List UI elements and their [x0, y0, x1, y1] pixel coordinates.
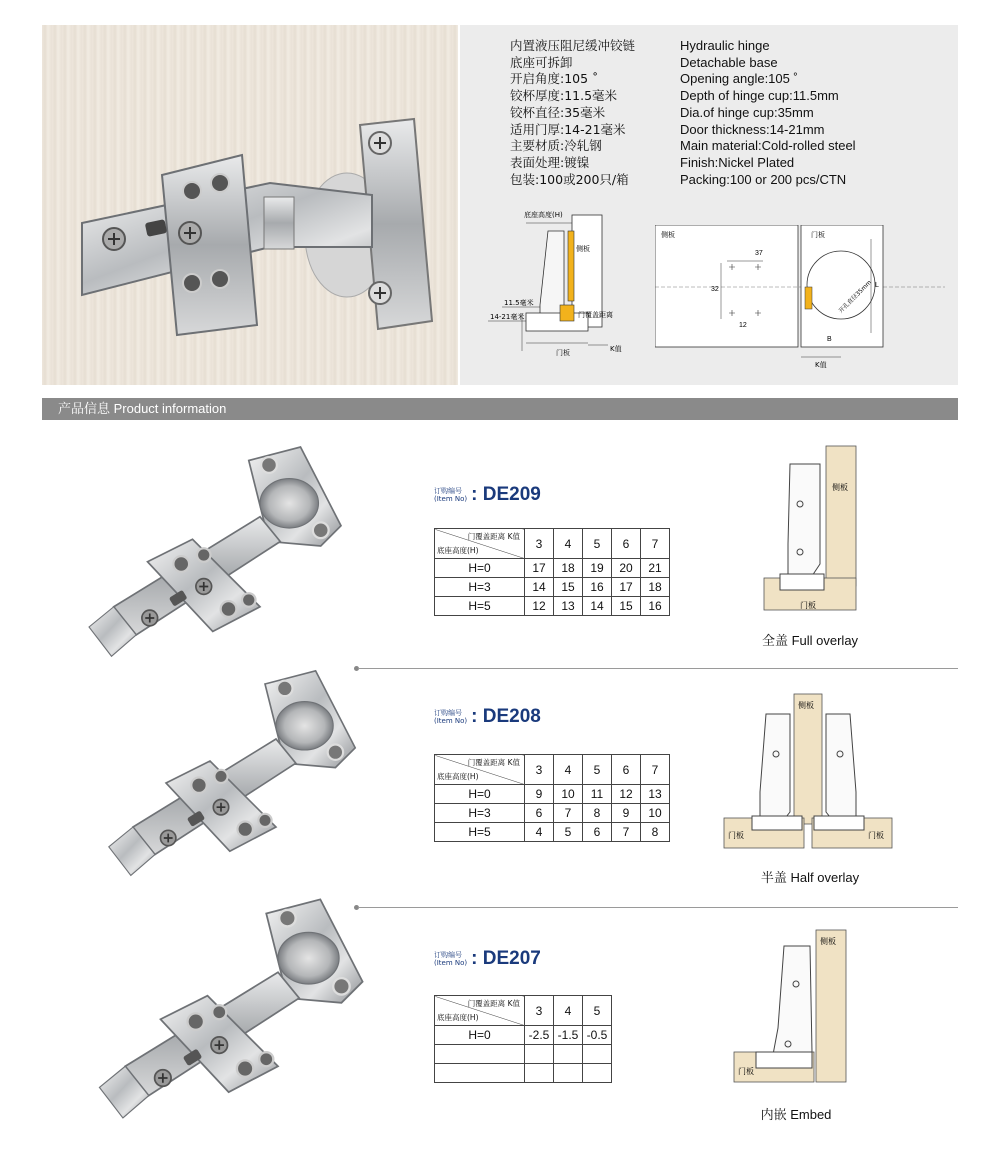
table-row-h	[435, 1064, 525, 1083]
label-door-panel: 门板	[556, 349, 570, 357]
hero-product-photo	[42, 25, 458, 385]
label-door-panel-2: 门板	[811, 231, 825, 239]
spec-cn: 开启角度:105 ˚	[510, 71, 599, 87]
spec-en: Hydraulic hinge	[680, 38, 770, 53]
header-base: 底座高度(H)	[437, 1013, 479, 1022]
table-row-h: H=5	[435, 597, 525, 616]
table-header-row	[435, 996, 612, 1026]
diagram-side-label: 侧板	[798, 701, 814, 710]
side-section-diagram	[476, 205, 646, 370]
table-row-h	[435, 1045, 525, 1064]
spec-en: Finish:Nickel Plated	[680, 154, 795, 170]
table-header-row	[435, 755, 670, 785]
header-base: 底座高度(H)	[437, 546, 479, 555]
dim-k-value: K值	[815, 361, 827, 369]
table-row-h: H=0	[435, 1026, 525, 1045]
table-row	[435, 1064, 612, 1083]
spec-en: Door thickness:14-21mm	[680, 121, 825, 137]
table-cell: 7	[612, 823, 641, 842]
spec-list	[510, 38, 950, 188]
spec-cn: 内置液压阻尼缓冲铰链	[510, 38, 636, 53]
table-cell	[583, 1045, 612, 1064]
table-cell: -2.5	[525, 1026, 554, 1045]
table-cell: 17	[612, 578, 641, 597]
spec-row	[510, 38, 950, 55]
spec-row	[510, 122, 950, 139]
table-row-h: H=3	[435, 578, 525, 597]
spec-cn: 主要材质:冷轧钢	[510, 138, 602, 154]
table-cell	[554, 1045, 583, 1064]
item-code: : DE208	[471, 706, 541, 727]
table-cell: 11	[583, 785, 612, 804]
table-cell: 5	[554, 823, 583, 842]
table-cell: 16	[583, 578, 612, 597]
label-door-thickness: 14-21毫米	[490, 313, 525, 321]
table-cell: 12	[525, 597, 554, 616]
divider-line	[358, 907, 958, 908]
spec-cn: 铰杯厚度:11.5毫米	[510, 88, 618, 104]
table-header-k: 7	[641, 755, 670, 785]
spec-cn: 底座可拆卸	[510, 54, 573, 70]
item-code: : DE209	[471, 484, 541, 505]
item-no-cn: 订购编号	[434, 487, 462, 495]
k-value-table-de208	[434, 754, 670, 842]
label-side-panel: 侧板	[576, 245, 590, 253]
caption-half-overlay	[710, 867, 910, 886]
table-cell: 17	[525, 559, 554, 578]
table-cell: 7	[554, 804, 583, 823]
diagram-door-label: 门板	[800, 601, 816, 610]
drilling-diagram	[655, 225, 945, 373]
table-cell	[583, 1064, 612, 1083]
hinge-photo-de207	[86, 890, 376, 1125]
caption-cn: 半盖	[760, 871, 787, 886]
diagram-side-label: 侧板	[820, 937, 836, 946]
diagram-door-left-label: 门板	[728, 831, 744, 840]
dim-32: 32	[711, 286, 719, 293]
dim-l: L	[875, 282, 879, 289]
table-cell: 15	[554, 578, 583, 597]
table-row	[435, 1026, 612, 1045]
table-cell	[525, 1045, 554, 1064]
hinge-photo-de208	[92, 662, 372, 882]
table-cell: 8	[583, 804, 612, 823]
spec-cn: 适用门厚:14-21毫米	[510, 121, 626, 137]
table-row-h: H=0	[435, 785, 525, 804]
table-corner-cell	[435, 755, 525, 785]
table-header-k: 3	[525, 755, 554, 785]
header-overlay: 门覆盖距离	[467, 532, 506, 541]
table-row	[435, 597, 670, 616]
caption-full-overlay	[710, 630, 910, 649]
table-header-k: 3	[525, 996, 554, 1026]
dim-12: 12	[739, 322, 747, 329]
spec-row	[510, 138, 950, 155]
label-side-panel-2: 侧板	[661, 231, 675, 239]
table-header-k: 4	[554, 529, 583, 559]
item-no-cn: 订购编号	[434, 951, 462, 959]
table-cell: 19	[583, 559, 612, 578]
table-header-k: 3	[525, 529, 554, 559]
item-number-de209	[434, 484, 541, 506]
table-cell: -1.5	[554, 1026, 583, 1045]
spec-en: Detachable base	[680, 54, 778, 70]
table-cell: 4	[525, 823, 554, 842]
label-cup-depth: 11.5毫米	[504, 299, 534, 307]
item-no-cn: 订购编号	[434, 709, 462, 717]
header-overlay: 门覆盖距离	[467, 999, 506, 1008]
spec-cn: 表面处理:镀镍	[510, 154, 590, 170]
spec-en: Packing:100 or 200 pcs/CTN	[680, 171, 847, 187]
table-cell: 9	[612, 804, 641, 823]
table-cell: 6	[525, 804, 554, 823]
table-header-k: 4	[554, 755, 583, 785]
table-corner-cell	[435, 996, 525, 1026]
spec-row	[510, 155, 950, 172]
half-overlay-diagram	[722, 692, 894, 852]
full-overlay-diagram	[760, 444, 860, 614]
table-header-row	[435, 529, 670, 559]
table-header-k: 5	[583, 529, 612, 559]
table-header-k: 7	[641, 529, 670, 559]
header-k: K值	[507, 532, 520, 541]
header-overlay: 门覆盖距离	[467, 758, 506, 767]
table-cell: 14	[583, 597, 612, 616]
dim-37: 37	[755, 250, 763, 257]
spec-row	[510, 105, 950, 122]
table-cell: 15	[612, 597, 641, 616]
table-row-h: H=5	[435, 823, 525, 842]
caption-en: Half overlay	[790, 870, 860, 885]
table-cell: 10	[554, 785, 583, 804]
table-cell: -0.5	[583, 1026, 612, 1045]
table-cell: 9	[525, 785, 554, 804]
table-cell: 20	[612, 559, 641, 578]
embed-diagram	[732, 928, 850, 1088]
label-k-value: K值	[610, 345, 622, 353]
table-cell: 13	[641, 785, 670, 804]
item-no-en: (Item No)	[434, 717, 468, 725]
header-k: K值	[507, 758, 520, 767]
table-row	[435, 804, 670, 823]
table-header-k: 6	[612, 755, 641, 785]
table-row	[435, 559, 670, 578]
table-row	[435, 1045, 612, 1064]
label-hole-diameter: 开孔直径35mm	[837, 279, 874, 315]
item-number-de207	[434, 948, 541, 970]
table-header-k: 5	[583, 755, 612, 785]
caption-embed	[696, 1104, 896, 1123]
spec-row	[510, 71, 950, 88]
spec-row	[510, 172, 950, 189]
spec-en: Depth of hinge cup:11.5mm	[680, 88, 839, 104]
item-no-en: (Item No)	[434, 959, 468, 967]
item-number-de208	[434, 706, 541, 728]
table-cell: 13	[554, 597, 583, 616]
diagram-door-label: 门板	[738, 1067, 754, 1076]
table-corner-cell	[435, 529, 525, 559]
spec-cn: 铰杯直径:35毫米	[510, 104, 606, 120]
label-overlay-distance: 门覆盖距离	[578, 311, 613, 319]
header-base: 底座高度(H)	[437, 772, 479, 781]
diagram-side-label: 侧板	[832, 483, 848, 492]
table-header-k: 4	[554, 996, 583, 1026]
hinge-mounted-illustration	[42, 25, 458, 385]
table-cell	[525, 1064, 554, 1083]
spec-row	[510, 88, 950, 105]
table-header-k: 6	[612, 529, 641, 559]
caption-en: Embed	[790, 1107, 832, 1122]
table-cell: 18	[554, 559, 583, 578]
spec-row	[510, 55, 950, 72]
table-cell	[554, 1064, 583, 1083]
spec-cn: 包装:100或200只/箱	[510, 171, 629, 187]
table-cell: 6	[583, 823, 612, 842]
header-k: K值	[507, 999, 520, 1008]
table-cell: 8	[641, 823, 670, 842]
section-title-bar: 产品信息 Product information	[42, 398, 958, 420]
table-row-h: H=0	[435, 559, 525, 578]
diagram-door-right-label: 门板	[868, 831, 884, 840]
table-cell: 12	[612, 785, 641, 804]
divider-line	[358, 668, 958, 669]
spec-en: Opening angle:105 ˚	[680, 71, 798, 87]
table-cell: 16	[641, 597, 670, 616]
spec-en: Dia.of hinge cup:35mm	[680, 104, 814, 120]
table-header-k: 5	[583, 996, 612, 1026]
spec-en: Main material:Cold-rolled steel	[680, 138, 856, 154]
table-cell: 18	[641, 578, 670, 597]
caption-cn: 内嵌	[760, 1108, 787, 1123]
hinge-photo-de209	[70, 438, 360, 663]
caption-cn: 全盖	[761, 634, 788, 649]
table-row	[435, 785, 670, 804]
k-value-table-de207	[434, 995, 612, 1083]
item-code: : DE207	[471, 948, 541, 969]
table-row	[435, 578, 670, 597]
k-value-table-de209	[434, 528, 670, 616]
item-no-en: (Item No)	[434, 495, 468, 503]
table-cell: 21	[641, 559, 670, 578]
table-row-h: H=3	[435, 804, 525, 823]
caption-en: Full overlay	[791, 633, 859, 648]
table-cell: 10	[641, 804, 670, 823]
table-cell: 14	[525, 578, 554, 597]
dim-b: B	[827, 336, 832, 343]
table-row	[435, 823, 670, 842]
label-base-height: 底座高度(H)	[524, 211, 563, 219]
